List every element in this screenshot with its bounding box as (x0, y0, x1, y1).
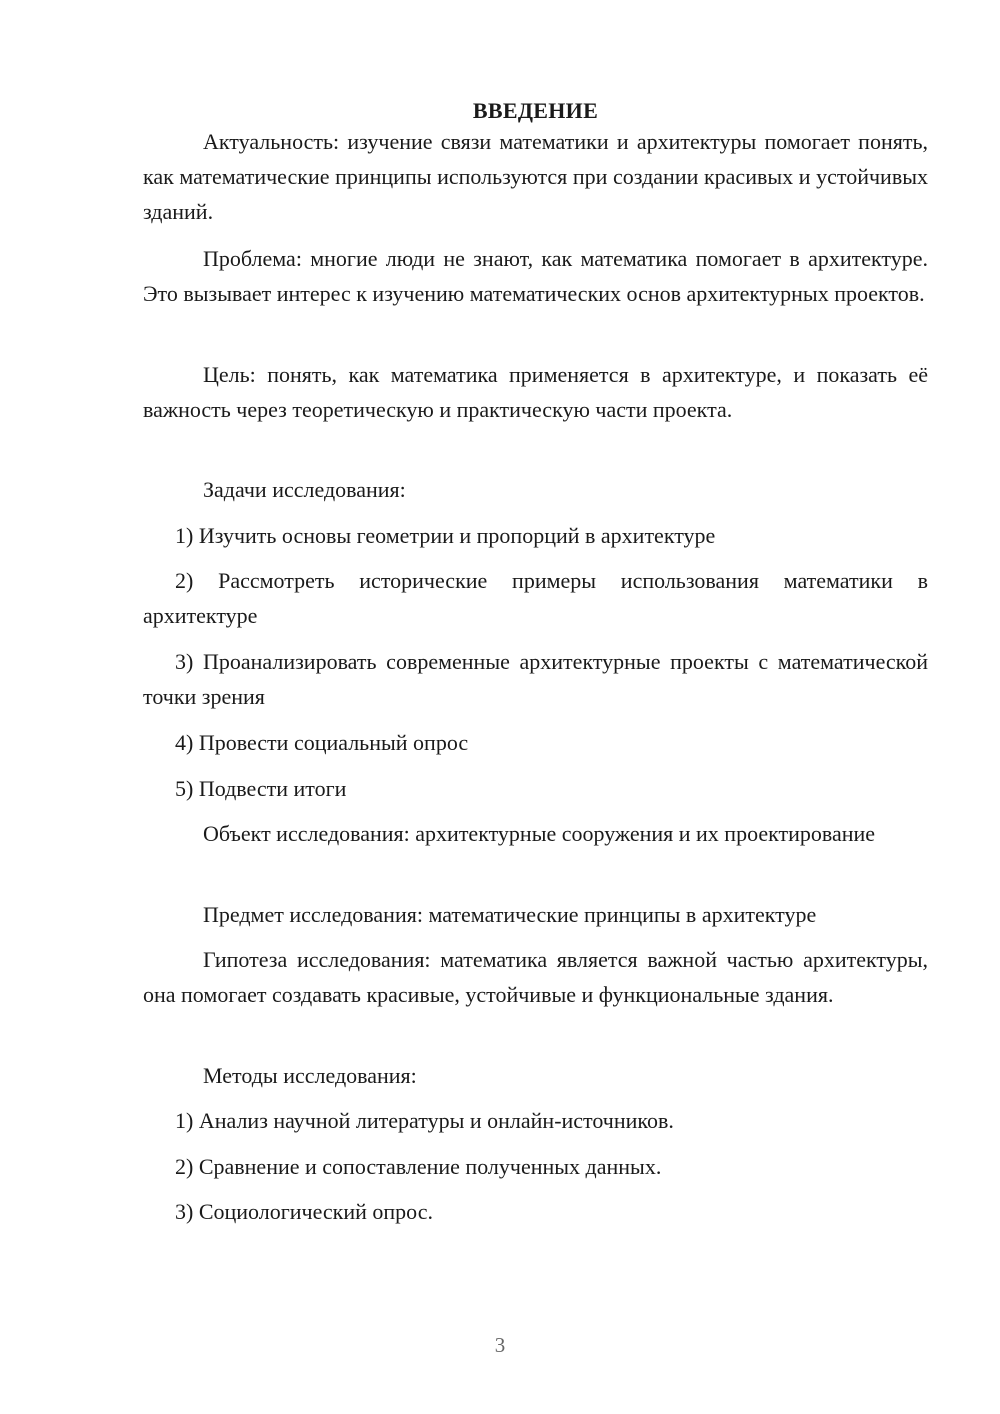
paragraph-methods-heading: Методы исследования: (203, 1063, 417, 1088)
task-item: 4) Провести социальный опрос (175, 730, 469, 755)
paragraph-relevance: Актуальность: изучение связи математики и архитектуры помогает понять, как математические принципы используются при создании красивых и устойчивых зданий. (143, 129, 928, 224)
page-number: 3 (494, 1333, 506, 1357)
paragraph-problem: Проблема: многие люди не знают, как математика помогает в архитектуре. Это вызывает интерес к изучению математических основ архитектурных проектов. (143, 246, 928, 306)
document-title: ВВЕДЕНИЕ (472, 98, 599, 123)
paragraph-subject: Предмет исследования: математические принципы в архитектуре (203, 902, 817, 927)
task-item: 3) Проанализировать современные архитектурные проекты с математической точки зрения (143, 649, 928, 709)
paragraph-hypothesis: Гипотеза исследования: математика является важной частью архитектуры, она помогает создавать красивые, устойчивые и функциональные здания. (143, 947, 928, 1007)
method-item: 1) Анализ научной литературы и онлайн-источников. (175, 1108, 674, 1133)
paragraph-tasks-heading: Задачи исследования: (203, 477, 406, 502)
method-item: 3) Социологический опрос. (175, 1199, 433, 1224)
paragraph-goal: Цель: понять, как математика применяется в архитектуре, и показать её важность через теоретическую и практическую части проекта. (143, 362, 928, 422)
method-item: 2) Сравнение и сопоставление полученных данных. (175, 1154, 662, 1179)
paragraph-object: Объект исследования: архитектурные сооружения и их проектирование (203, 821, 876, 846)
task-item: 5) Подвести итоги (175, 776, 347, 801)
task-item: 1) Изучить основы геометрии и пропорций в архитектуре (175, 523, 716, 548)
task-item: 2) Рассмотреть исторические примеры использования математики в архитектуре (143, 568, 928, 628)
